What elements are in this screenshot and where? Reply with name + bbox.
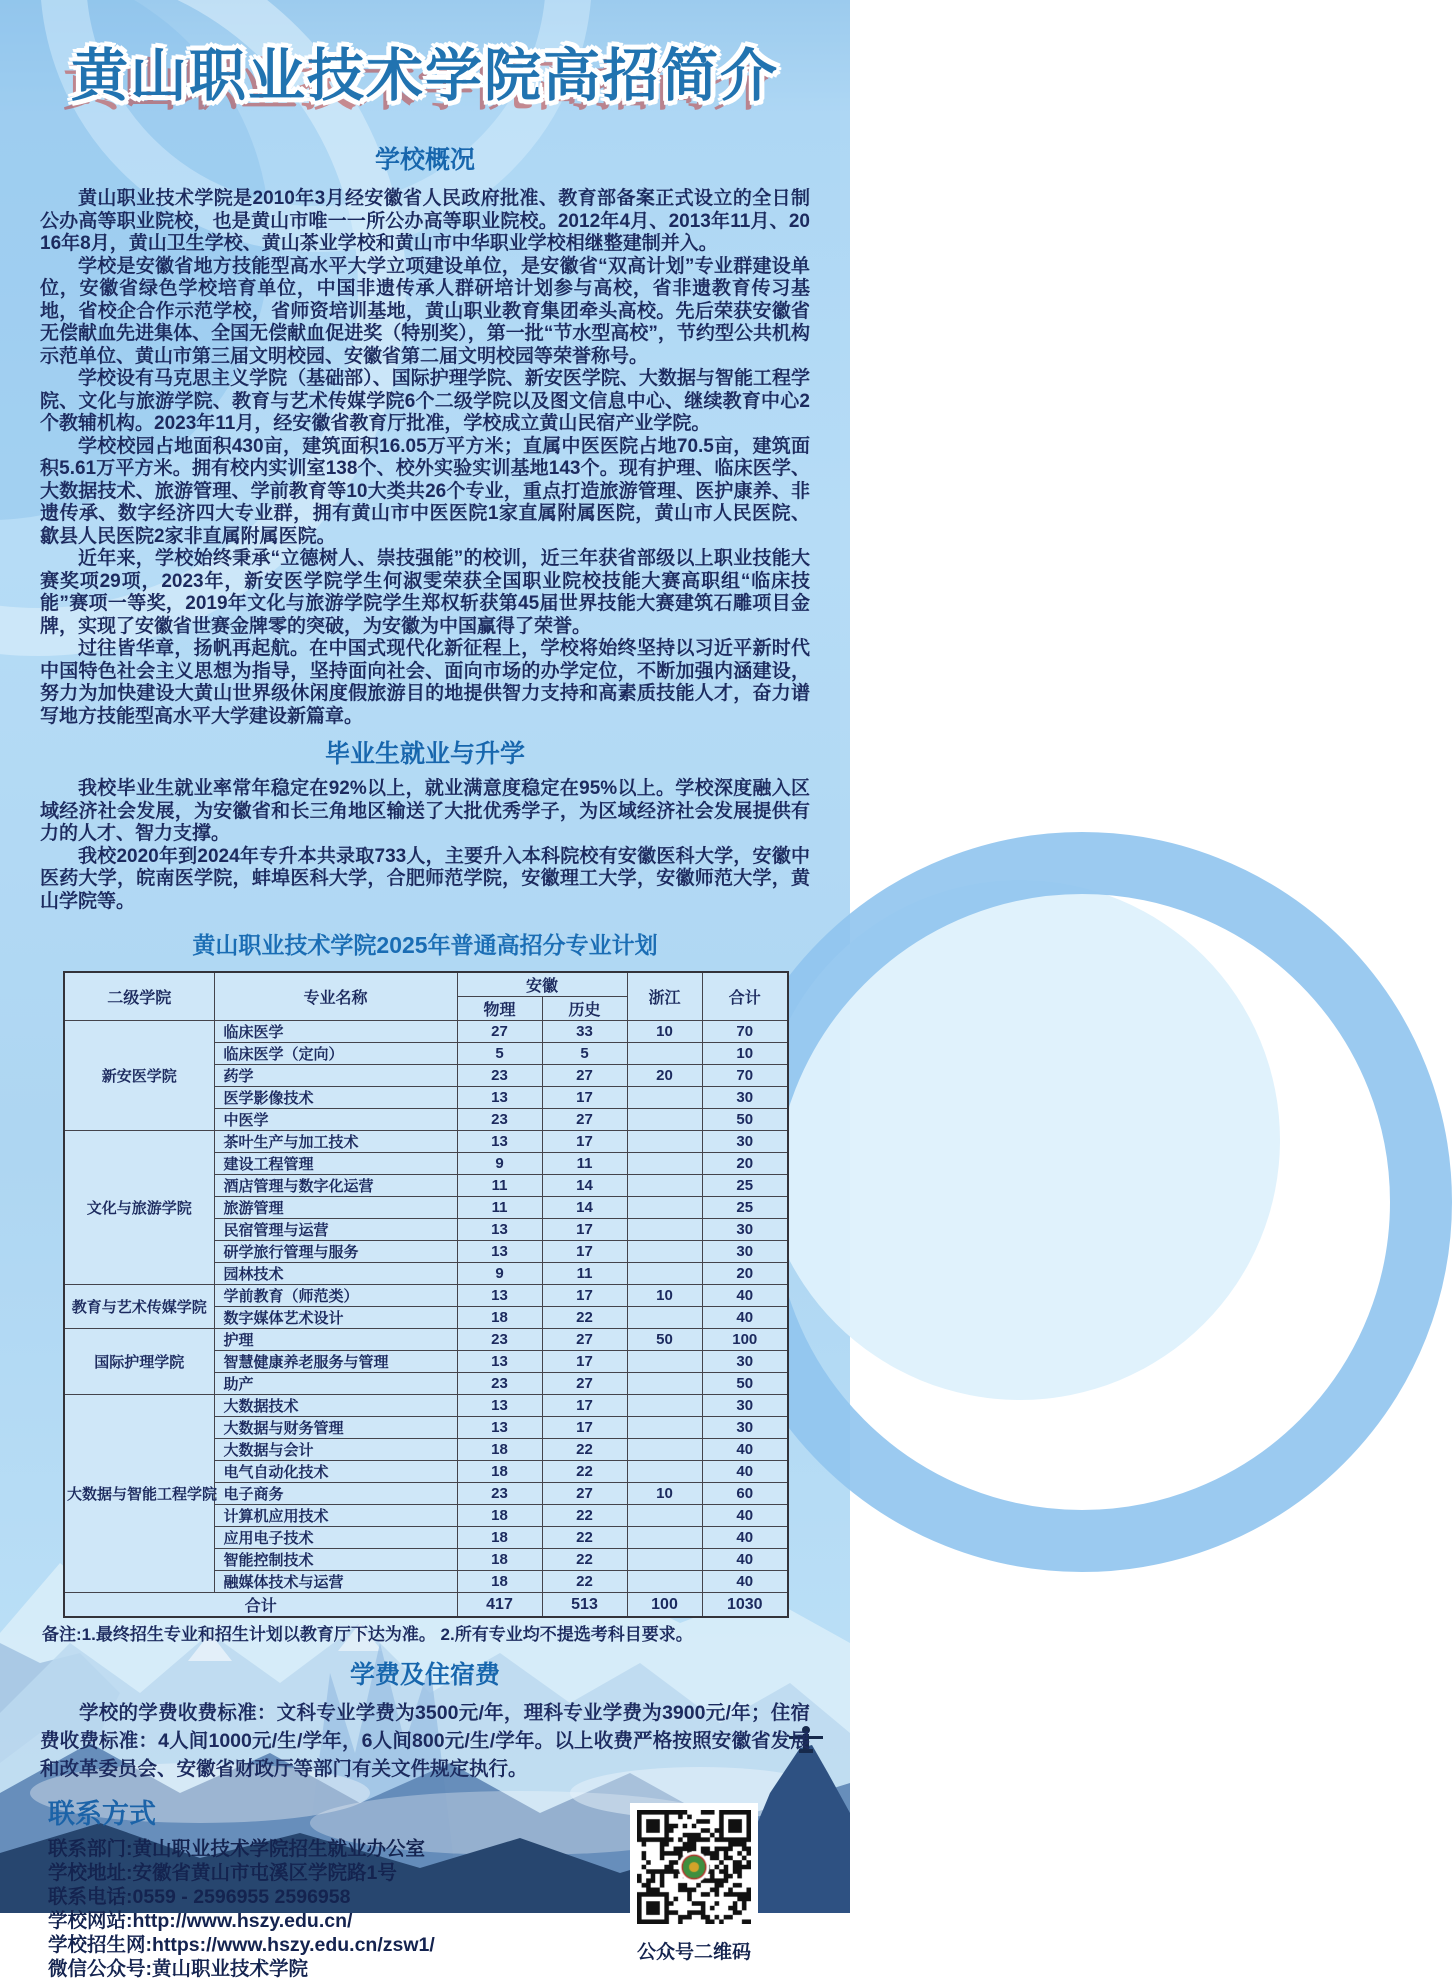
college-cell: 文化与旅游学院 bbox=[64, 1131, 214, 1285]
physics-count-cell: 18 bbox=[457, 1439, 542, 1461]
physics-count-cell: 18 bbox=[457, 1505, 542, 1527]
table-row bbox=[64, 1395, 788, 1417]
header-total: 合计 bbox=[702, 972, 788, 1021]
history-count-cell: 17 bbox=[542, 1087, 627, 1109]
table-row bbox=[64, 1021, 788, 1043]
overview-paragraphs bbox=[40, 188, 810, 728]
contact-line-phone: 联系电话:0559 - 2596955 2596958 bbox=[48, 1886, 351, 1908]
major-cell: 茶叶生产与加工技术 bbox=[214, 1131, 457, 1153]
physics-count-cell: 18 bbox=[457, 1461, 542, 1483]
section-heading-employment: 毕业生就业与升学 bbox=[324, 740, 525, 768]
zhejiang-count-cell bbox=[627, 1461, 702, 1483]
physics-count-cell: 13 bbox=[457, 1087, 542, 1109]
zhejiang-count-cell bbox=[627, 1395, 702, 1417]
physics-count-cell: 18 bbox=[457, 1549, 542, 1571]
zhejiang-count-cell bbox=[627, 1197, 702, 1219]
zhejiang-count-cell bbox=[627, 1571, 702, 1593]
major-cell: 护理 bbox=[214, 1329, 457, 1351]
history-count-cell: 17 bbox=[542, 1395, 627, 1417]
section-heading-fees: 学费及住宿费 bbox=[349, 1661, 500, 1689]
total-count-cell: 100 bbox=[702, 1329, 788, 1351]
college-cell: 国际护理学院 bbox=[64, 1329, 214, 1395]
physics-count-cell: 13 bbox=[457, 1285, 542, 1307]
qr-caption: 公众号二维码 bbox=[636, 1942, 751, 1963]
major-cell: 助产 bbox=[214, 1373, 457, 1395]
zhejiang-count-cell bbox=[627, 1307, 702, 1329]
major-cell: 应用电子技术 bbox=[214, 1527, 457, 1549]
history-count-cell: 17 bbox=[542, 1285, 627, 1307]
zhejiang-count-cell: 50 bbox=[627, 1329, 702, 1351]
zhejiang-count-cell bbox=[627, 1351, 702, 1373]
page-title: 黄山职业技术学院高招简介 bbox=[71, 44, 779, 108]
zhejiang-count-cell: 10 bbox=[627, 1285, 702, 1307]
table-row bbox=[64, 1329, 788, 1351]
major-cell: 融媒体技术与运营 bbox=[214, 1571, 457, 1593]
overview-paragraph: 过往皆华章，扬帆再起航。在中国式现代化新征程上，学校将始终坚持以习近平新时代中国特色社会主义思想为指导，坚持面向社会、面向市场的办学定位，不断加强内涵建设，努力为加快建设大黄山世界级休闲度假旅游目的地提供智力支持和高素质技能人才，奋力谱写地方技能型高水平大学建设新篇章。 bbox=[40, 638, 810, 727]
section-heading-contact: 联系方式 bbox=[48, 1799, 156, 1829]
zhejiang-count-cell bbox=[627, 1373, 702, 1395]
table-row bbox=[64, 1285, 788, 1307]
physics-count-cell: 9 bbox=[457, 1263, 542, 1285]
history-count-cell: 22 bbox=[542, 1571, 627, 1593]
physics-count-cell: 13 bbox=[457, 1131, 542, 1153]
zhejiang-count-cell bbox=[627, 1153, 702, 1175]
total-count-cell: 20 bbox=[702, 1153, 788, 1175]
history-count-cell: 17 bbox=[542, 1241, 627, 1263]
physics-count-cell: 13 bbox=[457, 1219, 542, 1241]
total-count-cell: 40 bbox=[702, 1307, 788, 1329]
physics-count-cell: 13 bbox=[457, 1395, 542, 1417]
total-count-cell: 40 bbox=[702, 1439, 788, 1461]
physics-count-cell: 23 bbox=[457, 1109, 542, 1131]
total-label-cell: 合计 bbox=[64, 1593, 457, 1618]
zhejiang-count-cell: 10 bbox=[627, 1021, 702, 1043]
history-count-cell: 17 bbox=[542, 1351, 627, 1373]
college-cell: 新安医学院 bbox=[64, 1021, 214, 1131]
zhejiang-count-cell bbox=[627, 1263, 702, 1285]
history-count-cell: 27 bbox=[542, 1483, 627, 1505]
plan-table-body bbox=[64, 1021, 788, 1593]
history-count-cell: 27 bbox=[542, 1373, 627, 1395]
header-anhui: 安徽 bbox=[457, 972, 627, 997]
physics-count-cell: 11 bbox=[457, 1197, 542, 1219]
header-physics: 物理 bbox=[457, 997, 542, 1021]
major-cell: 学前教育（师范类） bbox=[214, 1285, 457, 1307]
table-note: 备注:1.最终招生专业和招生计划以教育厅下达为准。 2.所有专业均不提选考科目要求。 bbox=[42, 1625, 693, 1644]
major-cell: 研学旅行管理与服务 bbox=[214, 1241, 457, 1263]
total-count-cell: 50 bbox=[702, 1109, 788, 1131]
major-cell: 民宿管理与运营 bbox=[214, 1219, 457, 1241]
total-count-cell: 25 bbox=[702, 1175, 788, 1197]
major-cell: 大数据与会计 bbox=[214, 1439, 457, 1461]
contact-line-wechat: 微信公众号:黄山职业技术学院 bbox=[48, 1958, 308, 1980]
history-count-cell: 22 bbox=[542, 1505, 627, 1527]
zhejiang-count-cell bbox=[627, 1043, 702, 1065]
total-physics-cell: 417 bbox=[457, 1593, 542, 1618]
qr-code bbox=[630, 1803, 758, 1931]
total-history-cell: 513 bbox=[542, 1593, 627, 1618]
history-count-cell: 22 bbox=[542, 1461, 627, 1483]
zhejiang-count-cell bbox=[627, 1109, 702, 1131]
plan-table bbox=[63, 971, 789, 1618]
college-cell: 大数据与智能工程学院 bbox=[64, 1395, 214, 1593]
physics-count-cell: 23 bbox=[457, 1483, 542, 1505]
table-row bbox=[64, 1131, 788, 1153]
fees-paragraphs bbox=[40, 1699, 810, 1783]
physics-count-cell: 23 bbox=[457, 1329, 542, 1351]
overview-paragraph: 近年来，学校始终秉承“立德树人、崇技强能”的校训，近三年获省部级以上职业技能大赛奖项29项，2023年，新安医学院学生何淑雯荣获全国职业院校技能大赛高职组“临床技能”赛项一等奖，2019年文化与旅游学院学生郑权斩获第45届世界技能大赛建筑石雕项目金牌，实现了安徽省世赛金牌零的突破，为安徽为中国赢得了荣誉。 bbox=[40, 548, 810, 637]
major-cell: 电气自动化技术 bbox=[214, 1461, 457, 1483]
major-cell: 大数据技术 bbox=[214, 1395, 457, 1417]
physics-count-cell: 9 bbox=[457, 1153, 542, 1175]
total-count-cell: 70 bbox=[702, 1065, 788, 1087]
history-count-cell: 22 bbox=[542, 1527, 627, 1549]
physics-count-cell: 27 bbox=[457, 1021, 542, 1043]
zhejiang-count-cell bbox=[627, 1439, 702, 1461]
employment-paragraphs bbox=[40, 778, 810, 913]
table-total-row bbox=[64, 1593, 788, 1618]
total-count-cell: 30 bbox=[702, 1219, 788, 1241]
major-cell: 数字媒体艺术设计 bbox=[214, 1307, 457, 1329]
history-count-cell: 27 bbox=[542, 1109, 627, 1131]
college-cell: 教育与艺术传媒学院 bbox=[64, 1285, 214, 1329]
history-count-cell: 17 bbox=[542, 1219, 627, 1241]
physics-count-cell: 11 bbox=[457, 1175, 542, 1197]
physics-count-cell: 13 bbox=[457, 1351, 542, 1373]
history-count-cell: 11 bbox=[542, 1153, 627, 1175]
physics-count-cell: 13 bbox=[457, 1417, 542, 1439]
history-count-cell: 27 bbox=[542, 1065, 627, 1087]
major-cell: 酒店管理与数字化运营 bbox=[214, 1175, 457, 1197]
history-count-cell: 17 bbox=[542, 1417, 627, 1439]
header-college: 二级学院 bbox=[64, 972, 214, 1021]
employment-paragraph: 我校2020年到2024年专升本共录取733人，主要升入本科院校有安徽医科大学，安徽中医药大学，皖南医学院，蚌埠医科大学，合肥师范学院，安徽理工大学，安徽师范大学，黄山学院等。 bbox=[40, 845, 810, 912]
zhejiang-count-cell bbox=[627, 1505, 702, 1527]
fees-paragraph: 学校的学费收费标准：文科专业学费为3500元/年，理科专业学费为3900元/年；住宿费收费标准：4人间1000元/生/学年，6人间800元/生/学年。以上收费严格按照安徽省发展和改革委员会、安徽省财政厅等部门有关文件规定执行。 bbox=[40, 1702, 810, 1780]
major-cell: 计算机应用技术 bbox=[214, 1505, 457, 1527]
total-count-cell: 30 bbox=[702, 1087, 788, 1109]
history-count-cell: 22 bbox=[542, 1439, 627, 1461]
physics-count-cell: 13 bbox=[457, 1241, 542, 1263]
zhejiang-count-cell bbox=[627, 1527, 702, 1549]
total-zhejiang-cell: 100 bbox=[627, 1593, 702, 1618]
history-count-cell: 5 bbox=[542, 1043, 627, 1065]
major-cell: 建设工程管理 bbox=[214, 1153, 457, 1175]
total-count-cell: 30 bbox=[702, 1417, 788, 1439]
total-total-cell: 1030 bbox=[702, 1593, 788, 1618]
history-count-cell: 14 bbox=[542, 1175, 627, 1197]
overview-paragraph: 学校设有马克思主义学院（基础部）、国际护理学院、新安医学院、大数据与智能工程学院、文化与旅游学院、教育与艺术传媒学院6个二级学院以及图文信息中心、继续教育中心2个教辅机构。2023年11月，经安徽省教育厅批准，学校成立黄山民宿产业学院。 bbox=[40, 368, 810, 434]
total-count-cell: 40 bbox=[702, 1571, 788, 1593]
major-cell: 中医学 bbox=[214, 1109, 457, 1131]
overview-paragraph: 学校是安徽省地方技能型高水平大学立项建设单位，是安徽省“双高计划”专业群建设单位，安徽省绿色学校培育单位，中国非遗传承人群研培计划参与高校，省非遗教育传习基地，省校企合作示范学校，省师资培训基地，黄山职业教育集团牵头高校。先后荣获安徽省无偿献血先进集体、全国无偿献血促进奖（特别奖），第一批“节水型高校”，节约型公共机构示范单位、黄山市第三届文明校园、安徽省第二届文明校园等荣誉称号。 bbox=[40, 255, 810, 367]
zhejiang-count-cell bbox=[627, 1131, 702, 1153]
qr-block bbox=[614, 1803, 774, 1964]
contact-line-website: 学校网站:http://www.hszy.edu.cn/ bbox=[48, 1910, 353, 1932]
total-count-cell: 30 bbox=[702, 1241, 788, 1263]
history-count-cell: 17 bbox=[542, 1131, 627, 1153]
physics-count-cell: 5 bbox=[457, 1043, 542, 1065]
history-count-cell: 22 bbox=[542, 1307, 627, 1329]
major-cell: 大数据与财务管理 bbox=[214, 1417, 457, 1439]
total-count-cell: 20 bbox=[702, 1263, 788, 1285]
overview-paragraph: 黄山职业技术学院是2010年3月经安徽省人民政府批准、教育部备案正式设立的全日制公办高等职业院校，也是黄山市唯一一所公办高等职业院校。2012年4月、2013年11月、2016年8月，黄山卫生学校、黄山茶业学校和黄山市中华职业学校相继整建制并入。 bbox=[40, 188, 810, 254]
zhejiang-count-cell bbox=[627, 1549, 702, 1571]
qr-code-canvas bbox=[637, 1810, 751, 1924]
major-cell: 园林技术 bbox=[214, 1263, 457, 1285]
total-count-cell: 30 bbox=[702, 1351, 788, 1373]
major-cell: 医学影像技术 bbox=[214, 1087, 457, 1109]
zhejiang-count-cell bbox=[627, 1175, 702, 1197]
header-zhejiang: 浙江 bbox=[627, 972, 702, 1021]
contact-line-admissions-site: 学校招生网:https://www.hszy.edu.cn/zsw1/ bbox=[48, 1934, 435, 1956]
total-count-cell: 10 bbox=[702, 1043, 788, 1065]
overview-paragraph: 学校校园占地面积430亩，建筑面积16.05万平方米；直属中医医院占地70.5亩，建筑面积5.61万平方米。拥有校内实训室138个、校外实验实训基地143个。现有护理、临床医学、大数据技术、旅游管理、学前教育等10大类共26个专业，重点打造旅游管理、医护康养、非遗传承、数字经济四大专业群，拥有黄山市中医医院1家直属附属医院，黄山市人民医院、歙县人民医院2家非直属附属医院。 bbox=[40, 435, 810, 547]
physics-count-cell: 18 bbox=[457, 1527, 542, 1549]
history-count-cell: 27 bbox=[542, 1329, 627, 1351]
major-cell: 电子商务 bbox=[214, 1483, 457, 1505]
total-count-cell: 40 bbox=[702, 1285, 788, 1307]
history-count-cell: 33 bbox=[542, 1021, 627, 1043]
total-count-cell: 50 bbox=[702, 1373, 788, 1395]
employment-paragraph: 我校毕业生就业率常年稳定在92%以上，就业满意度稳定在95%以上。学校深度融入区域经济社会发展，为安徽省和长三角地区输送了大批优秀学子，为区域经济社会发展提供有力的人才、智力支撑。 bbox=[40, 778, 810, 844]
zhejiang-count-cell bbox=[627, 1241, 702, 1263]
total-count-cell: 30 bbox=[702, 1395, 788, 1417]
physics-count-cell: 23 bbox=[457, 1373, 542, 1395]
header-major: 专业名称 bbox=[214, 972, 457, 1021]
history-count-cell: 14 bbox=[542, 1197, 627, 1219]
plan-table-title: 黄山职业技术学院2025年普通高招分专业计划 bbox=[192, 932, 658, 958]
history-count-cell: 11 bbox=[542, 1263, 627, 1285]
major-cell: 临床医学（定向） bbox=[214, 1043, 457, 1065]
major-cell: 智能控制技术 bbox=[214, 1549, 457, 1571]
total-count-cell: 40 bbox=[702, 1549, 788, 1571]
zhejiang-count-cell: 20 bbox=[627, 1065, 702, 1087]
physics-count-cell: 18 bbox=[457, 1307, 542, 1329]
zhejiang-count-cell bbox=[627, 1087, 702, 1109]
zhejiang-count-cell: 10 bbox=[627, 1483, 702, 1505]
contact-line-address: 学校地址:安徽省黄山市屯溪区学院路1号 bbox=[48, 1862, 397, 1884]
total-count-cell: 60 bbox=[702, 1483, 788, 1505]
major-cell: 临床医学 bbox=[214, 1021, 457, 1043]
total-count-cell: 30 bbox=[702, 1131, 788, 1153]
major-cell: 智慧健康养老服务与管理 bbox=[214, 1351, 457, 1373]
total-count-cell: 70 bbox=[702, 1021, 788, 1043]
major-cell: 旅游管理 bbox=[214, 1197, 457, 1219]
total-count-cell: 40 bbox=[702, 1505, 788, 1527]
total-count-cell: 40 bbox=[702, 1527, 788, 1549]
header-history: 历史 bbox=[542, 997, 627, 1021]
major-cell: 药学 bbox=[214, 1065, 457, 1087]
total-count-cell: 25 bbox=[702, 1197, 788, 1219]
contact-line-department: 联系部门:黄山职业技术学院招生就业办公室 bbox=[48, 1838, 425, 1860]
total-count-cell: 40 bbox=[702, 1461, 788, 1483]
physics-count-cell: 18 bbox=[457, 1571, 542, 1593]
history-count-cell: 22 bbox=[542, 1549, 627, 1571]
zhejiang-count-cell bbox=[627, 1219, 702, 1241]
zhejiang-count-cell bbox=[627, 1417, 702, 1439]
section-heading-overview: 学校概况 bbox=[374, 146, 475, 174]
contact-section bbox=[48, 1797, 802, 1981]
table-header-row bbox=[64, 972, 788, 997]
physics-count-cell: 23 bbox=[457, 1065, 542, 1087]
